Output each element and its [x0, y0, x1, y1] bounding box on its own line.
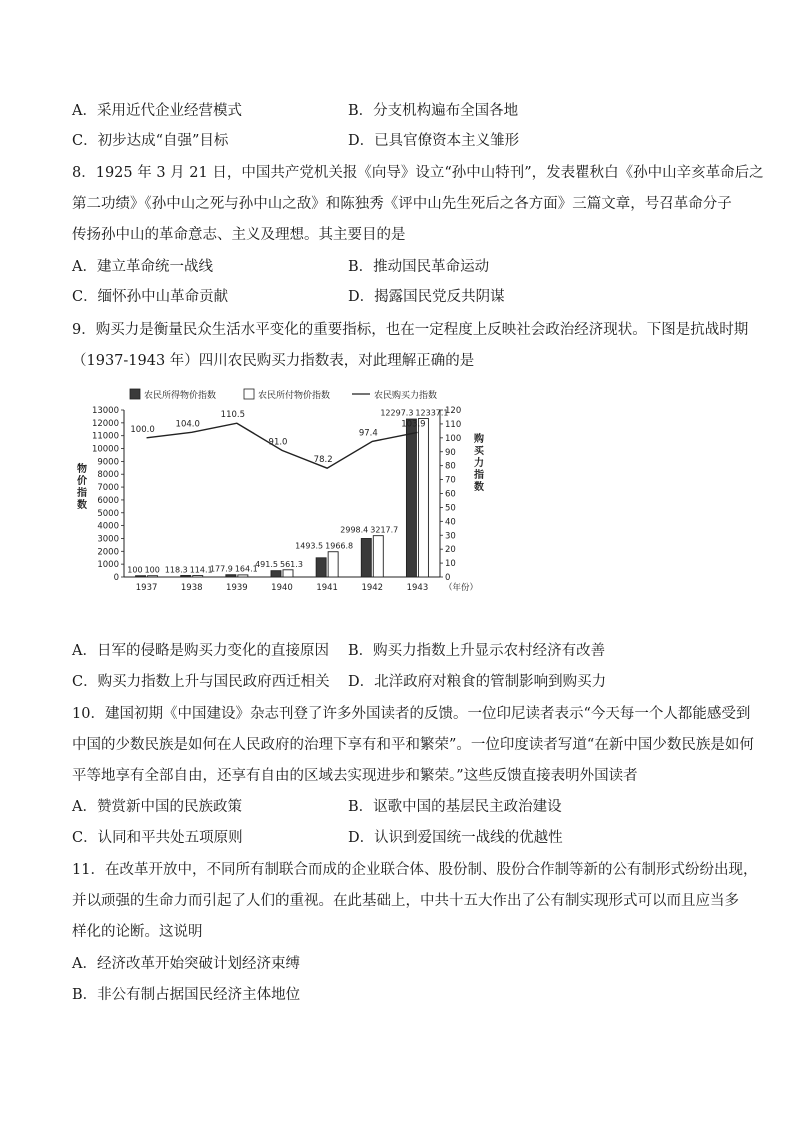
y-left-title-char: 数 — [77, 500, 87, 511]
y-right-tick-label: 60 — [445, 489, 456, 500]
q9-option-a[interactable]: A．日军的侵略是购买力变化的直接原因 — [72, 643, 329, 659]
y-right-tick-label: 70 — [445, 475, 456, 486]
bar-received — [406, 419, 416, 577]
q8-stem-line-2: 第二功绩》《孙中山之死与孙中山之敌》和陈独秀《评中山先生死后之各方面》三篇文章，号召革命分子 — [72, 196, 732, 212]
q8-option-b[interactable]: B．推动国民革命运动 — [348, 259, 490, 275]
q11-stem-line-3: 样化的论断。这说明 — [72, 924, 203, 940]
x-tick-label: 1938 — [180, 583, 203, 593]
q7-option-d[interactable]: D．已具官僚资本主义雏形 — [348, 133, 520, 149]
legend-label-paid: 农民所付物价指数 — [258, 391, 331, 401]
y-left-tick-label: 5000 — [97, 508, 119, 519]
bar-label-received: 491.5 — [255, 559, 278, 569]
q10-stem-line-3: 平等地享有全部自由，还享有自由的区域去实现进步和繁荣。”这些反馈直接表明外国读者 — [72, 768, 638, 784]
q8-option-c[interactable]: C．缅怀孙中山革命贡献 — [72, 289, 229, 305]
bar-label-received: 100 — [127, 565, 143, 575]
y-left-tick-label: 8000 — [97, 470, 119, 481]
y-left-title-char: 物 — [77, 464, 87, 475]
bar-label-received: 12297.3 — [380, 408, 414, 418]
y-left-tick-label: 4000 — [97, 521, 119, 532]
bar-label-paid: 1966.8 — [325, 541, 354, 551]
q7-option-a[interactable]: A．采用近代企业经营模式 — [72, 103, 242, 119]
x-tick-label: 1941 — [316, 583, 338, 593]
y-left-title-char: 指 — [77, 488, 87, 499]
bar-label-paid: 3217.7 — [370, 525, 399, 535]
q9-option-d[interactable]: D．北洋政府对粮食的管制影响到购买力 — [348, 674, 607, 690]
y-left-tick-label: 0 — [113, 573, 119, 583]
y-left-tick-label: 10000 — [91, 444, 119, 455]
y-left-tick-label: 2000 — [97, 547, 119, 558]
y-left-tick-label: 11000 — [91, 431, 119, 442]
q10-option-b[interactable]: B．讴歌中国的基层民主政治建设 — [348, 799, 562, 815]
y-left-tick-label: 1000 — [97, 560, 119, 571]
bar-paid — [283, 570, 293, 577]
y-right-tick-label: 20 — [445, 545, 456, 556]
x-tick-label: 1940 — [271, 583, 293, 593]
y-right-tick-label: 0 — [445, 573, 451, 583]
y-right-title-char: 力 — [474, 458, 484, 469]
bar-label-received: 118.3 — [164, 565, 188, 575]
bar-paid — [193, 576, 203, 577]
purchasing-power-chart — [72, 380, 492, 605]
q11-stem-line-2: 并以顽强的生命力而引起了人们的重视。在此基础上，中共十五大作出了公有制实现形式可以而且应当多 — [72, 893, 739, 909]
bar-label-received: 2998.4 — [340, 525, 369, 535]
bar-received — [361, 538, 371, 577]
q8-option-a[interactable]: A．建立革命统一战线 — [72, 259, 213, 275]
y-right-title-char: 指 — [474, 470, 484, 481]
bar-label-received: 177.9 — [209, 564, 233, 574]
bar-received — [271, 571, 281, 577]
bar-paid — [238, 575, 248, 577]
bar-paid — [418, 419, 428, 577]
q10-option-a[interactable]: A．赞赏新中国的民族政策 — [72, 799, 242, 815]
y-right-tick-label: 40 — [445, 517, 456, 528]
q9-option-b[interactable]: B．购买力指数上升显示农村经济有改善 — [348, 643, 606, 659]
line-point-label: 100.0 — [130, 424, 155, 435]
q9-stem-line-1: 9．购买力是衡量民众生活水平变化的重要指标，也在一定程度上反映社会政治经济现状。下图是抗战时期 — [72, 322, 749, 338]
q10-option-d[interactable]: D．认识到爱国统一战线的优越性 — [348, 830, 563, 846]
q8-stem-line-3: 传扬孙中山的革命意志、主义及理想。其主要目的是 — [72, 227, 406, 243]
q7-option-c[interactable]: C．初步达成“自强”目标 — [72, 133, 229, 149]
q10-option-c[interactable]: C．认同和平共处五项原则 — [72, 830, 243, 846]
q8-stem-line-1: 8．1925 年 3 月 21 日，中国共产党机关报《向导》设立“孙中山特刊”，发表瞿秋白《孙中山辛亥革命后之 — [72, 165, 764, 181]
bar-received — [136, 576, 146, 577]
y-right-tick-label: 110 — [445, 419, 462, 430]
q7-option-b[interactable]: B．分支机构遍布全国各地 — [348, 103, 519, 119]
legend-label-received: 农民所得物价指数 — [144, 391, 217, 401]
bar-label-paid: 164.1 — [234, 564, 258, 574]
x-tick-label: 1943 — [406, 583, 429, 593]
bar-label-paid: 114.1 — [189, 565, 213, 575]
q11-stem-line-1: 11．在改革开放中，不同所有制联合而成的企业联合体、股份制、股份合作制等新的公有制形式纷纷出现， — [72, 862, 758, 878]
y-left-tick-label: 12000 — [91, 418, 119, 429]
bar-received — [226, 575, 236, 577]
line-point-label: 91.0 — [268, 437, 288, 448]
y-left-title-char: 价 — [77, 476, 87, 487]
bar-label-paid: 100 — [144, 565, 160, 575]
y-left-tick-label: 6000 — [97, 495, 119, 506]
q8-option-d[interactable]: D．揭露国民党反共阴谋 — [348, 289, 505, 305]
y-right-tick-label: 100 — [445, 433, 462, 444]
bar-label-paid: 561.3 — [280, 559, 303, 569]
y-right-title-char: 买 — [474, 446, 484, 457]
q10-stem-line-2: 中国的少数民族是如何在人民政府的治理下享有和平和繁荣”。一位印度读者写道“在新中国少数民族是如何 — [72, 737, 754, 753]
y-right-tick-label: 90 — [445, 447, 456, 458]
q11-option-b[interactable]: B．非公有制占据国民经济主体地位 — [72, 987, 301, 1003]
q10-stem-line-1: 10．建国初期《中国建设》杂志刊登了许多外国读者的反馈。一位印尼读者表示“今天每一个人都能感受到 — [72, 706, 751, 722]
y-left-tick-label: 7000 — [97, 483, 119, 494]
bar-label-received: 1493.5 — [295, 541, 324, 551]
q9-option-c[interactable]: C．购买力指数上升与国民政府西迁相关 — [72, 674, 330, 690]
y-right-tick-label: 120 — [445, 406, 462, 416]
line-point-label: 104.0 — [175, 419, 200, 430]
y-right-tick-label: 10 — [445, 559, 456, 570]
x-tick-label: 1942 — [361, 583, 384, 593]
y-right-tick-label: 80 — [445, 461, 456, 472]
bar-label-paid: 12337.1 — [415, 408, 449, 418]
y-right-tick-label: 30 — [445, 531, 456, 542]
x-tick-label: 1937 — [135, 583, 158, 593]
line-point-label: 103.9 — [401, 419, 426, 430]
q9-stem-line-2: （1937-1943 年）四川农民购买力指数表，对此理解正确的是 — [72, 353, 475, 369]
bar-received — [181, 575, 191, 577]
legend-label-purchasing-power: 农民购买力指数 — [374, 391, 438, 401]
line-point-label: 78.2 — [313, 455, 333, 466]
y-right-tick-label: 50 — [445, 503, 456, 514]
bar-paid — [373, 536, 383, 577]
y-left-tick-label: 13000 — [91, 406, 119, 416]
y-right-title-char: 数 — [474, 482, 484, 493]
legend-swatch-received — [130, 389, 140, 399]
x-unit-label: （年份） — [444, 583, 479, 593]
line-point-label: 97.4 — [358, 428, 378, 439]
line-point-label: 110.5 — [220, 410, 246, 421]
chart-legend — [130, 389, 437, 401]
legend-swatch-paid — [244, 389, 254, 399]
y-left-tick-label: 3000 — [97, 534, 119, 545]
bar-paid — [148, 576, 158, 577]
bar-received — [316, 558, 326, 577]
y-left-tick-label: 9000 — [97, 457, 119, 468]
bar-paid — [328, 552, 338, 577]
x-tick-label: 1939 — [226, 583, 248, 593]
q11-option-a[interactable]: A．经济改革开始突破计划经济束缚 — [72, 956, 300, 972]
y-right-title-char: 购 — [474, 434, 484, 445]
